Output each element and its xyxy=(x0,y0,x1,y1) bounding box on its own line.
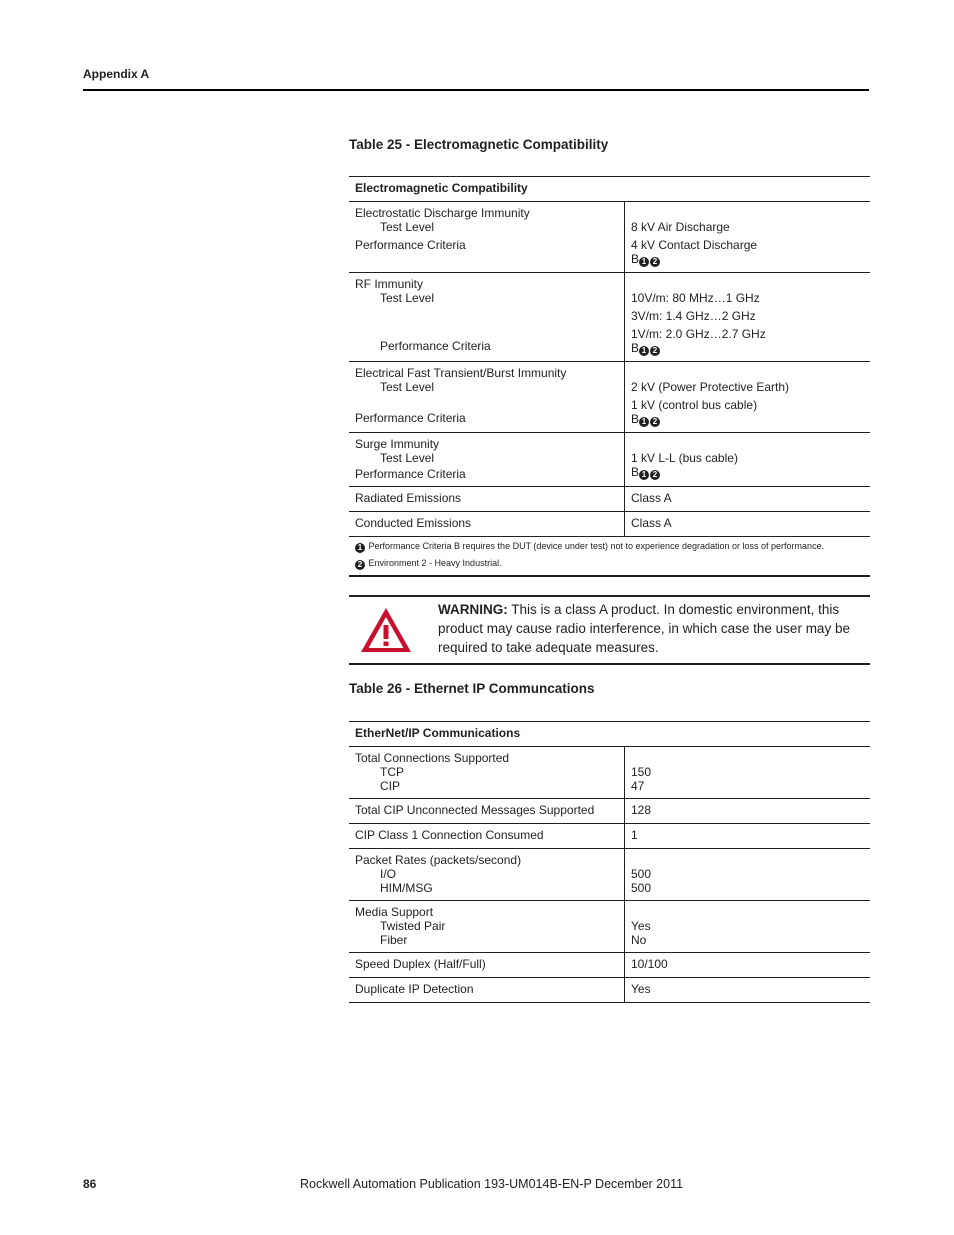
footnote-marker-1: 1 xyxy=(355,543,365,553)
footnote-marker-1: 1 xyxy=(639,257,649,267)
footnote-marker-2: 2 xyxy=(650,346,660,356)
row-value: 128 xyxy=(625,799,871,824)
row-label: Radiated Emissions xyxy=(349,487,625,512)
row-value: 8 kV Air Discharge xyxy=(631,220,730,234)
table-row xyxy=(349,901,870,953)
emc-table-heading: Electromagnetic Compatibility xyxy=(349,177,870,202)
row-sublabel: CIP xyxy=(380,779,401,793)
warning-box xyxy=(349,595,870,665)
row-sublabel: Test Level xyxy=(380,291,435,305)
footnote-marker-1: 1 xyxy=(639,346,649,356)
footnote-marker-1: 1 xyxy=(639,470,649,480)
table-row xyxy=(349,747,870,799)
row-value: 150 xyxy=(631,765,652,779)
row-sublabel: I/O xyxy=(380,867,397,881)
row-value: Class A xyxy=(625,487,871,512)
table-row xyxy=(349,433,870,487)
footnote-marker-1: 1 xyxy=(639,417,649,427)
row-value: 1 kV L-L (bus cable) xyxy=(631,451,738,465)
row-value: B xyxy=(631,341,640,355)
warning-label: WARNING: xyxy=(438,602,508,617)
emc-table xyxy=(349,176,870,577)
row-value: 10V/m: 80 MHz…1 GHz xyxy=(631,291,760,305)
section-label: Appendix A xyxy=(83,67,150,81)
table26-caption: Table 26 - Ethernet IP Communcations xyxy=(349,681,595,696)
row-sublabel: Twisted Pair xyxy=(380,919,446,933)
row-sublabel: HIM/MSG xyxy=(380,881,433,895)
row-sublabel: Test Level xyxy=(380,380,435,394)
footnote-marker-2: 2 xyxy=(650,470,660,480)
row-label: Speed Duplex (Half/Full) xyxy=(349,953,625,978)
table-row xyxy=(349,953,870,978)
row-title: Packet Rates (packets/second) xyxy=(355,853,522,867)
footnote-2 xyxy=(355,555,864,572)
table-row xyxy=(349,487,870,512)
row-value: 10/100 xyxy=(625,953,871,978)
table-row xyxy=(349,978,870,1003)
row-sublabel: Test Level xyxy=(380,451,435,465)
row-sublabel: Performance Criteria xyxy=(355,411,466,425)
footnote-marker-2: 2 xyxy=(650,257,660,267)
footnote-text: Performance Criteria B requires the DUT (device under test) not to experience degradation or loss of performance. xyxy=(368,541,825,551)
row-value: 500 xyxy=(631,881,652,895)
row-value: 4 kV Contact Discharge xyxy=(631,238,758,252)
row-value: B xyxy=(631,252,640,266)
footnote-1 xyxy=(355,538,864,555)
footnotes-row xyxy=(349,537,870,577)
row-title: Media Support xyxy=(355,905,434,919)
table-row xyxy=(349,362,870,433)
table-row xyxy=(349,512,870,537)
footnote-marker-2: 2 xyxy=(355,560,365,570)
row-value: 2 kV (Power Protective Earth) xyxy=(631,380,790,394)
row-value: 500 xyxy=(631,867,652,881)
row-value: B xyxy=(631,412,640,426)
row-value: No xyxy=(631,933,647,947)
table-row xyxy=(349,273,870,362)
row-value: 47 xyxy=(631,779,645,793)
row-value: 1V/m: 2.0 GHz…2.7 GHz xyxy=(631,327,766,341)
row-value: Yes xyxy=(625,978,871,1003)
row-value: 3V/m: 1.4 GHz…2 GHz xyxy=(631,309,756,323)
row-value: Class A xyxy=(625,512,871,537)
table-row xyxy=(349,824,870,849)
table-row xyxy=(349,202,870,273)
warning-triangle-icon xyxy=(358,605,414,660)
row-sublabel: Fiber xyxy=(380,933,408,947)
row-title: Electrostatic Discharge Immunity xyxy=(355,206,530,220)
row-label: Total CIP Unconnected Messages Supported xyxy=(349,799,625,824)
warning-text xyxy=(438,600,858,657)
table-row xyxy=(349,849,870,901)
row-title: Electrical Fast Transient/Burst Immunity xyxy=(355,366,567,380)
header-rule xyxy=(83,89,869,91)
row-title: Total Connections Supported xyxy=(355,751,510,765)
row-sublabel: Performance Criteria xyxy=(380,339,491,353)
footnote-text: Environment 2 - Heavy Industrial. xyxy=(368,558,502,568)
row-value: 1 xyxy=(625,824,871,849)
publication-info: Rockwell Automation Publication 193-UM014B-EN-P December 2011 xyxy=(300,1177,684,1191)
row-sublabel: Performance Criteria xyxy=(355,467,466,481)
row-sublabel: Performance Criteria xyxy=(355,238,466,252)
row-value: Yes xyxy=(631,919,651,933)
row-label: Duplicate IP Detection xyxy=(349,978,625,1003)
row-sublabel: Test Level xyxy=(380,220,435,234)
row-value: 1 kV (control bus cable) xyxy=(631,398,758,412)
row-label: Conducted Emissions xyxy=(349,512,625,537)
table25-caption: Table 25 - Electromagnetic Compatibility xyxy=(349,137,609,152)
ethernet-table-heading: EtherNet/IP Communications xyxy=(349,722,870,747)
ethernet-table xyxy=(349,721,870,1003)
row-title: Surge Immunity xyxy=(355,437,440,451)
warning-message: This is a class A product. In domestic environment, this product may cause radio interference, in which case the user may be required to take adequate measures. xyxy=(438,602,850,655)
table-row xyxy=(349,799,870,824)
row-label: CIP Class 1 Connection Consumed xyxy=(349,824,625,849)
row-title: RF Immunity xyxy=(355,277,424,291)
row-value: B xyxy=(631,465,640,479)
row-sublabel: TCP xyxy=(380,765,404,779)
footnote-marker-2: 2 xyxy=(650,417,660,427)
page-number: 86 xyxy=(83,1177,97,1191)
